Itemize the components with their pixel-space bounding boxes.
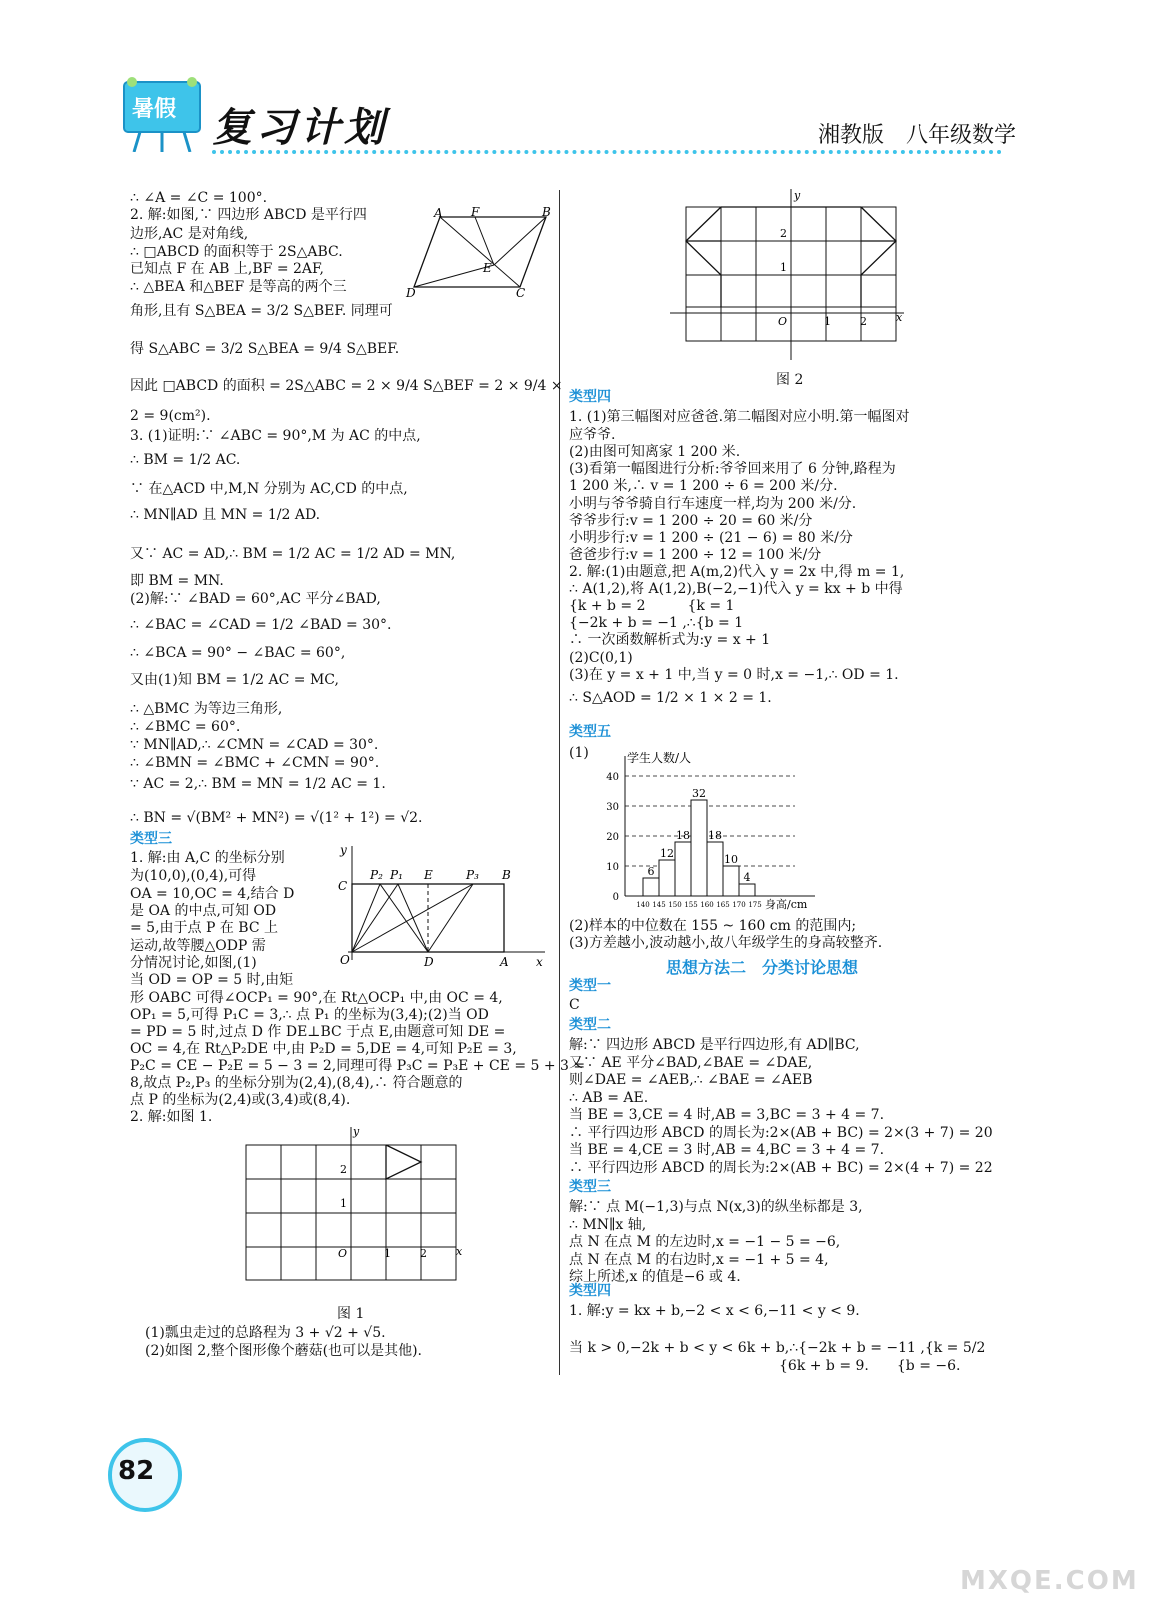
- svg-text:1: 1: [824, 315, 831, 328]
- height-histogram: [595, 748, 855, 913]
- x-tick-label: 150: [668, 901, 682, 909]
- text-line: ∴ S△AOD = 1/2 × 1 × 2 = 1.: [569, 690, 772, 706]
- text-line: 因此 □ABCD 的面积 = 2S△ABC = 2 × 9/4 S△BEF = 2 × 9/4 ×: [130, 378, 563, 394]
- text-line: {−2k + b = −1 ,∴{b = 1: [569, 615, 744, 631]
- text-line: ∴ △BEA 和△BEF 是等高的两个三: [130, 279, 347, 295]
- bar-data-label: 18: [676, 829, 690, 842]
- histogram-part-label: (1): [569, 745, 589, 761]
- text-line: 2. 解:如图,∵ 四边形 ABCD 是平行四: [130, 207, 367, 223]
- text-line: = PD = 5 时,过点 D 作 DE⊥BC 于点 E,由题意可知 DE =: [130, 1024, 506, 1040]
- text-line: 2. 解:(1)由题意,把 A(m,2)代入 y = 2x 中,得 m = 1,: [569, 564, 905, 580]
- text-line: 形 OABC 可得∠OCP₁ = 90°,在 Rt△OCP₁ 中,由 OC = 4,: [130, 990, 503, 1006]
- text-line: C: [569, 997, 580, 1013]
- text-line: P₂C = CE − P₂E = 5 − 3 = 2,同理可得 P₃C = P₃E + CE = 5 + 3 =: [130, 1058, 586, 1074]
- text-line: ∴ BN = √(BM² + MN²) = √(1² + 1²) = √2.: [130, 810, 423, 826]
- text-line: (3)在 y = x + 1 中,当 y = 0 时,x = −1,∴ OD = 1.: [569, 667, 899, 683]
- text-line: ∴ ∠BMC = 60°.: [130, 719, 241, 735]
- text-line: 分情况讨论,如图,(1): [130, 955, 257, 971]
- column-divider: [559, 190, 560, 1375]
- text-line: {k + b = 2 {k = 1: [569, 598, 735, 614]
- svg-text:2: 2: [780, 227, 787, 240]
- histogram-bar: [675, 842, 691, 896]
- histogram-bar: [723, 866, 739, 896]
- text-line: 1. (1)第三幅图对应爸爸.第二幅图对应小明.第一幅图对: [569, 409, 910, 425]
- text-line: ∴ A(1,2),将 A(1,2),B(−2,−1)代入 y = kx + b 中得: [569, 581, 903, 597]
- right-heading-type5: 类型五: [569, 724, 611, 740]
- text-line: 运动,故等腰△ODP 需: [130, 938, 266, 954]
- text-line: 2 = 9(cm²).: [130, 408, 211, 424]
- svg-text:y: y: [353, 1125, 360, 1138]
- header-badge: 暑假: [132, 97, 177, 122]
- text-line: 又∵ AE 平分∠BAD,∠BAE = ∠DAE,: [569, 1054, 813, 1071]
- bar-data-label: 12: [660, 847, 674, 860]
- text-line: ∴ BM = 1/2 AC.: [130, 452, 241, 468]
- header-dotted-line: [212, 150, 1002, 154]
- text-line: 已知点 F 在 AB 上,BF = 2AF,: [130, 261, 324, 277]
- bar-data-label: 10: [724, 853, 738, 866]
- y-tick-label: 30: [606, 802, 619, 813]
- x-tick-label: 155: [684, 901, 698, 909]
- text-line: ∵ AC = 2,∴ BM = MN = 1/2 AC = 1.: [130, 776, 386, 792]
- text-line: ∵ MN∥AD,∴ ∠CMN = ∠CAD = 30°.: [130, 737, 379, 753]
- text-line: 当 BE = 3,CE = 4 时,AB = 3,BC = 3 + 4 = 7.: [569, 1107, 885, 1123]
- x-tick-label: 165: [716, 901, 730, 909]
- svg-text:O: O: [778, 315, 788, 328]
- rectangle-figure: [330, 842, 550, 967]
- text-line: ∴ 平行四边形 ABCD 的周长为:2×(AB + BC) = 2×(4 + 7) = 22: [569, 1159, 993, 1176]
- text-line: {6k + b = 9. {b = −6.: [569, 1358, 961, 1374]
- svg-text:C: C: [516, 286, 526, 300]
- histogram-bar: [707, 842, 723, 896]
- right-heading-type4: 类型四: [569, 389, 611, 405]
- text-line: (2)C(0,1): [569, 650, 633, 666]
- x-tick-label: 175: [748, 901, 762, 909]
- section-title: 思想方法二 分类讨论思想: [666, 958, 859, 977]
- text-line: 点 P 的坐标为(2,4)或(3,4)或(8,4).: [130, 1092, 351, 1108]
- text-line: 为(10,0),(0,4),可得: [130, 868, 257, 884]
- header-edition: 湘教版 八年级数学: [818, 123, 1017, 148]
- svg-text:2: 2: [420, 1247, 427, 1260]
- x-tick-label: 160: [700, 901, 714, 909]
- text-line: OP₁ = 5,可得 P₁C = 3,∴ 点 P₁ 的坐标为(3,4);(2)当 OD: [130, 1007, 489, 1023]
- svg-text:B: B: [502, 868, 511, 882]
- figure-1-caption: 图 1: [337, 1306, 365, 1322]
- text-line: 8,故点 P₂,P₃ 的坐标分别为(2,4),(8,4),∴ 符合题意的: [130, 1075, 463, 1091]
- svg-text:A: A: [500, 955, 509, 967]
- svg-text:F: F: [471, 205, 480, 219]
- text-line: 应爷爷.: [569, 427, 616, 443]
- figure-1-grid: [240, 1125, 480, 1285]
- svg-text:y: y: [340, 843, 347, 857]
- text-line: 则∠DAE = ∠AEB,∴ ∠BAE = ∠AEB: [569, 1072, 813, 1088]
- text-line: ∴ 一次函数解析式为:y = x + 1: [569, 632, 771, 648]
- text-line: ∴ ∠BCA = 90° − ∠BAC = 60°,: [130, 645, 346, 661]
- svg-text:P₁: P₁: [390, 868, 403, 882]
- svg-text:D: D: [406, 286, 416, 300]
- text-line: (2)样本的中位数在 155 ~ 160 cm 的范围内;: [569, 918, 857, 934]
- text-line: (3)看第一幅图进行分析:爷爷回来用了 6 分钟,路程为: [569, 461, 896, 477]
- text-line: 又∵ AC = AD,∴ BM = 1/2 AC = 1/2 AD = MN,: [130, 546, 456, 562]
- text-line: 小明与爷爷骑自行车速度一样,均为 200 米/分.: [569, 496, 857, 512]
- histogram-bar: [739, 884, 755, 896]
- svg-text:y: y: [794, 189, 801, 202]
- svg-text:1: 1: [340, 1197, 347, 1210]
- y-axis-label: 学生人数/人: [627, 751, 692, 765]
- svg-text:D: D: [424, 955, 434, 967]
- text-line: ∴ MN∥x 轴,: [569, 1216, 647, 1233]
- text-line: 当 k > 0,−2k + b < y < 6k + b,∴{−2k + b = −11 ,{k = 5/2: [569, 1340, 986, 1356]
- text-line: 解:∵ 四边形 ABCD 是平行四边形,有 AD∥BC,: [569, 1037, 860, 1053]
- x-axis-label: 身高/cm: [765, 898, 808, 911]
- text-line: 当 BE = 4,CE = 3 时,AB = 4,BC = 3 + 4 = 7.: [569, 1142, 885, 1158]
- text-line: OA = 10,OC = 4,结合 D: [130, 886, 295, 902]
- text-line: ∴ ∠BMN = ∠BMC + ∠CMN = 90°.: [130, 755, 380, 771]
- text-line: 当 OD = OP = 5 时,由矩: [130, 972, 294, 988]
- svg-text:x: x: [456, 1245, 463, 1258]
- text-line: ∴ 平行四边形 ABCD 的周长为:2×(AB + BC) = 2×(3 + 7) = 20: [569, 1124, 993, 1141]
- text-line: 角形,且有 S△BEA = 3/2 S△BEF. 同理可: [130, 303, 393, 319]
- x-tick-label: 170: [732, 901, 746, 909]
- text-line: 1 200 米,∴ v = 1 200 ÷ 6 = 200 米/分.: [569, 478, 838, 494]
- svg-text:A: A: [434, 206, 443, 220]
- histogram-bar: [691, 800, 707, 896]
- right-heading-type1: 类型一: [569, 978, 611, 994]
- text-line: 3. (1)证明:∵ ∠ABC = 90°,M 为 AC 的中点,: [130, 428, 421, 444]
- svg-text:P₂: P₂: [370, 868, 383, 882]
- y-tick-label: 40: [606, 772, 619, 783]
- header-title: 复习计划: [212, 105, 388, 151]
- text-line: ∴ ∠BAC = ∠CAD = 1/2 ∠BAD = 30°.: [130, 617, 392, 633]
- histogram-bar: [659, 860, 675, 896]
- text-line: 1. 解:由 A,C 的坐标分别: [130, 850, 285, 866]
- text-line: 爸爸步行:v = 1 200 ÷ 12 = 100 米/分: [569, 547, 822, 563]
- text-line: 又由(1)知 BM = 1/2 AC = MC,: [130, 672, 339, 688]
- bar-data-label: 18: [708, 829, 722, 842]
- left-heading-type3: 类型三: [130, 831, 172, 847]
- text-line: 综上所述,x 的值是−6 或 4.: [569, 1269, 741, 1285]
- svg-text:1: 1: [384, 1247, 391, 1260]
- text-line: 点 N 在点 M 的左边时,x = −1 − 5 = −6,: [569, 1234, 841, 1250]
- text-line: (2)如图 2,整个图形像个蘑菇(也可以是其他).: [145, 1343, 423, 1359]
- histogram-bar: [643, 878, 659, 896]
- text-line: ∴ □ABCD 的面积等于 2S△ABC.: [130, 244, 343, 260]
- svg-text:B: B: [542, 205, 551, 219]
- x-tick-label: 145: [652, 901, 666, 909]
- svg-text:O: O: [338, 1247, 348, 1260]
- text-line: (3)方差越小,波动越小,故八年级学生的身高较整齐.: [569, 935, 883, 951]
- text-line: (1)瓢虫走过的总路程为 3 + √2 + √5.: [145, 1325, 386, 1341]
- right-heading-type2: 类型二: [569, 1017, 611, 1033]
- svg-text:E: E: [424, 868, 433, 882]
- text-line: (2)解:∵ ∠BAD = 60°,AC 平分∠BAD,: [130, 591, 381, 607]
- figure-2-caption: 图 2: [776, 372, 804, 388]
- text-line: ∴ △BMC 为等边三角形,: [130, 701, 283, 717]
- text-line: 即 BM = MN.: [130, 573, 224, 589]
- header: [0, 0, 1155, 165]
- text-line: 1. 解:y = kx + b,−2 < x < 6,−11 < y < 9.: [569, 1303, 860, 1319]
- bar-data-label: 6: [647, 865, 655, 878]
- svg-text:1: 1: [780, 261, 787, 274]
- svg-text:2: 2: [340, 1163, 347, 1176]
- svg-text:x: x: [896, 311, 903, 324]
- text-line: OC = 4,在 Rt△P₂DE 中,由 P₂D = 5,DE = 4,可知 P₂E = 3,: [130, 1041, 517, 1057]
- text-line: ∴ AB = AE.: [569, 1089, 649, 1106]
- text-line: = 5,由于点 P 在 BC 上: [130, 920, 279, 936]
- svg-text:P₃: P₃: [466, 868, 479, 882]
- watermark: MXQE.COM: [960, 1566, 1139, 1596]
- right-heading-type4b: 类型四: [569, 1283, 611, 1299]
- y-tick-label: 10: [606, 862, 619, 873]
- svg-text:2: 2: [860, 315, 867, 328]
- y-tick-label: 0: [612, 892, 619, 903]
- text-line: 解:∵ 点 M(−1,3)与点 N(x,3)的纵坐标都是 3,: [569, 1199, 863, 1215]
- x-tick-label: 140: [636, 901, 650, 909]
- text-line: ∵ 在△ACD 中,M,N 分别为 AC,CD 的中点,: [130, 481, 408, 497]
- parallelogram-figure: [404, 205, 554, 300]
- text-line: ∴ ∠A = ∠C = 100°.: [130, 190, 268, 206]
- y-tick-label: 20: [606, 832, 619, 843]
- text-line: 得 S△ABC = 3/2 S△BEA = 9/4 S△BEF.: [130, 341, 400, 357]
- bar-data-label: 32: [692, 787, 706, 800]
- text-line: 小明步行:v = 1 200 ÷ (21 − 6) = 80 米/分: [569, 530, 853, 546]
- page-number: 82: [118, 1456, 155, 1486]
- text-line: (2)由图可知离家 1 200 米.: [569, 444, 741, 460]
- text-line: 点 N 在点 M 的右边时,x = −1 + 5 = 4,: [569, 1251, 829, 1268]
- right-heading-type3: 类型三: [569, 1179, 611, 1195]
- bar-data-label: 4: [743, 871, 751, 884]
- svg-text:x: x: [536, 955, 543, 967]
- text-line: 爷爷步行:v = 1 200 ÷ 20 = 60 米/分: [569, 513, 813, 529]
- svg-text:E: E: [483, 261, 492, 275]
- svg-text:O: O: [340, 953, 350, 967]
- text-line: ∴ MN∥AD 且 MN = 1/2 AD.: [130, 507, 321, 523]
- text-line: 是 OA 的中点,可知 OD: [130, 903, 277, 919]
- text-line: 2. 解:如图 1.: [130, 1109, 213, 1125]
- figure-2-grid: [670, 185, 910, 365]
- svg-text:C: C: [338, 879, 348, 893]
- text-line: 边形,AC 是对角线,: [130, 226, 249, 242]
